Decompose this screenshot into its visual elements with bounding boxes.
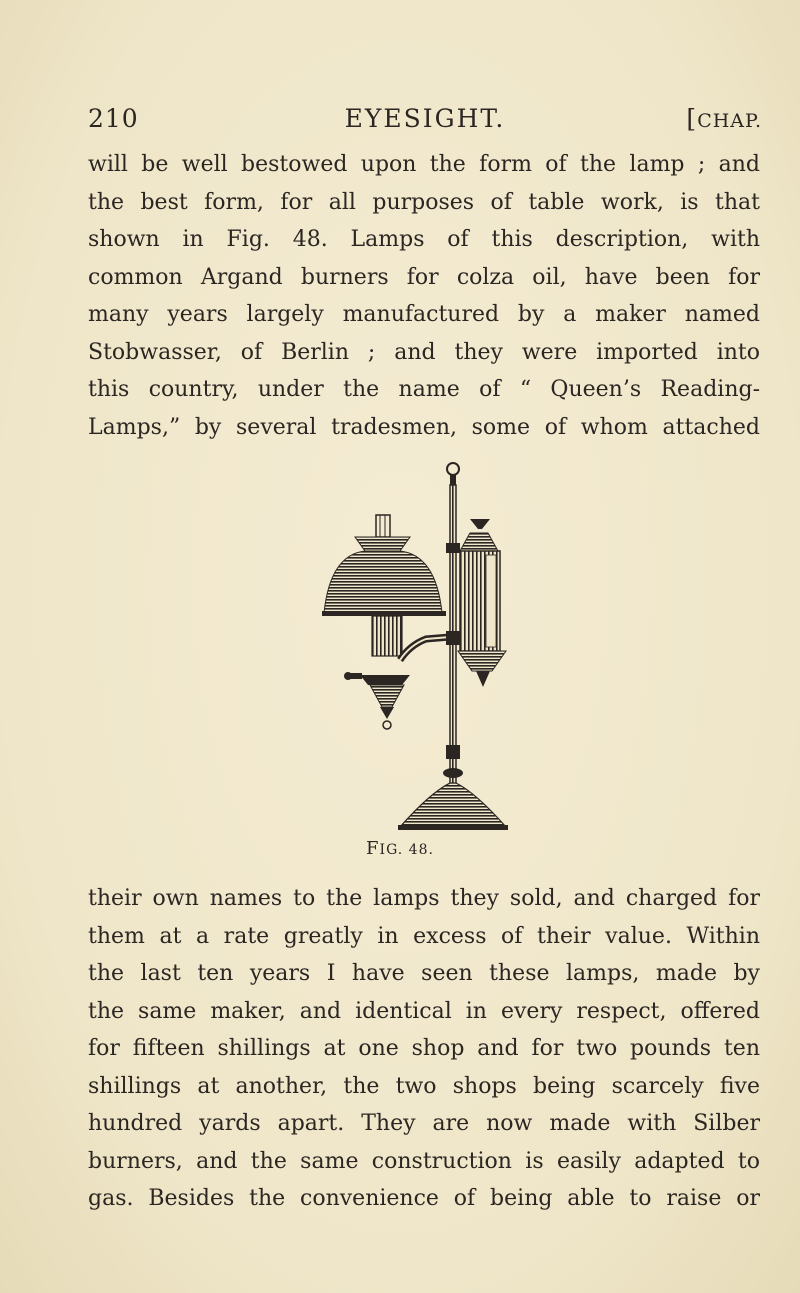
text-line: this country, under the name of “ Queen’s Reading- <box>88 377 760 402</box>
text-line: common Argand burners for colza oil, have been for <box>88 264 760 290</box>
text-line: gas. Besides the convenience of being able to raise or <box>88 1186 760 1211</box>
text-line: burners, and the same construction is easily adapted to <box>88 1148 760 1174</box>
paragraph-bottom <box>88 880 760 1218</box>
text-line: them at a rate greatly in excess of their value. Within <box>88 923 760 949</box>
text-line: Lamps,” by several tradesmen, some of whom attached <box>88 414 760 440</box>
page-number: 210 <box>88 104 139 133</box>
running-title: EYESIGHT. <box>344 104 506 133</box>
running-header <box>88 104 762 140</box>
text-line: will be well bestowed upon the form of the lamp ; and <box>88 152 760 177</box>
text-line: Stobwasser, of Berlin ; and they were imported into <box>88 339 760 365</box>
text-line: the same maker, and identical in every respect, offered <box>88 998 760 1024</box>
text-line: many years largely manufactured by a maker named <box>88 302 760 327</box>
caption-initial: F <box>366 838 380 859</box>
chapter-marker <box>686 104 762 133</box>
caption-text: IG. 48. <box>379 842 434 858</box>
figure-caption <box>0 838 800 859</box>
text-line: hundred yards apart. They are now made with Silber <box>88 1111 760 1136</box>
text-line: shillings at another, the two shops being scarcely five <box>88 1073 760 1099</box>
text-line: their own names to the lamps they sold, and charged for <box>88 886 760 911</box>
text-line: shown in Fig. 48. Lamps of this description, with <box>88 227 760 252</box>
reading-lamp-illustration <box>300 455 540 835</box>
figure-reading-lamp <box>300 455 540 835</box>
text-line: the best form, for all purposes of table work, is that <box>88 189 760 215</box>
text-line: for fifteen shillings at one shop and for two pounds ten <box>88 1036 760 1061</box>
paragraph-top <box>88 146 760 446</box>
chapter-bracket: [ <box>686 104 698 133</box>
text-line: the last ten years I have seen these lamps, made by <box>88 961 760 986</box>
chapter-label: CHAP. <box>697 110 762 132</box>
